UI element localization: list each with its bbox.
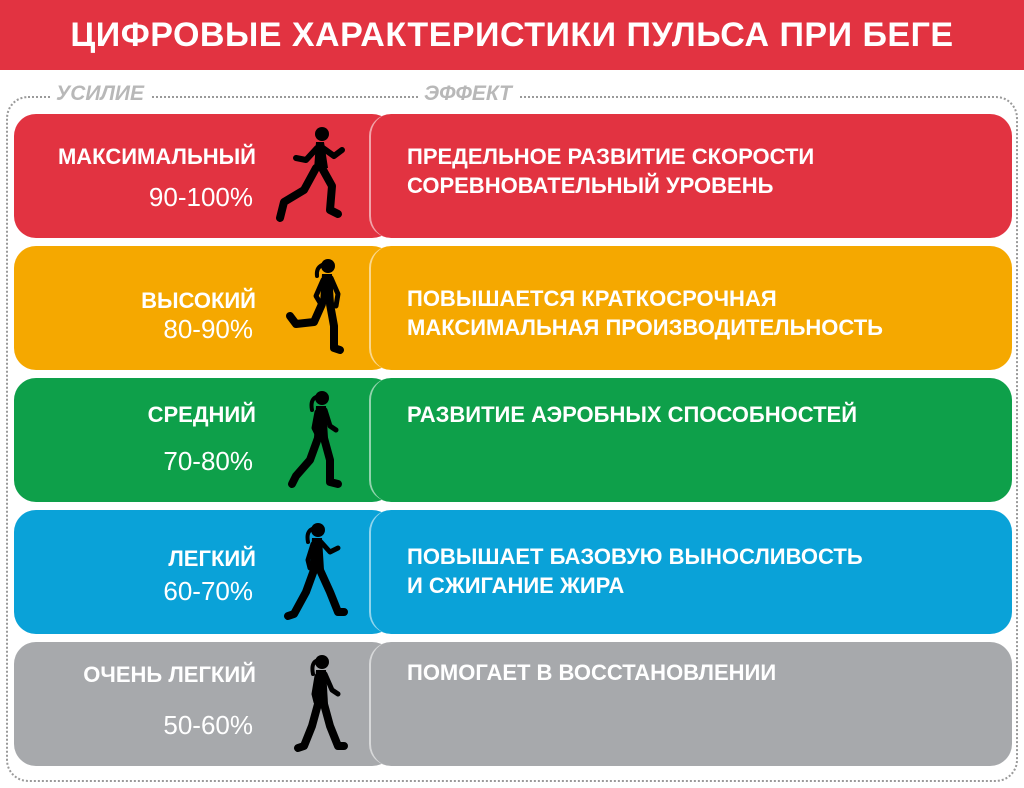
zone-range-label: 90-100% bbox=[148, 182, 253, 212]
zone-row-high bbox=[14, 246, 1012, 370]
zone-level-label: ОЧЕНЬ ЛЕГКИЙ bbox=[83, 662, 256, 687]
zone-range-label: 80-90% bbox=[163, 314, 253, 344]
zone-row-maximal bbox=[14, 114, 1012, 238]
zone-effect-line2: И СЖИГАНИЕ ЖИРА bbox=[407, 573, 625, 598]
zone-effect-line1: ПОМОГАЕТ В ВОССТАНОВЛЕНИИ bbox=[407, 660, 777, 685]
zone-level-label: СРЕДНИЙ bbox=[147, 402, 256, 427]
zone-effect-line2: МАКСИМАЛЬНАЯ ПРОИЗВОДИТЕЛЬНОСТЬ bbox=[407, 315, 883, 340]
running-woman-icon bbox=[284, 254, 354, 362]
column-header-effort: УСИЛИЕ bbox=[50, 82, 150, 106]
column-header-effect: ЭФФЕКТ bbox=[418, 82, 518, 106]
zone-level-label: МАКСИМАЛЬНЫЙ bbox=[57, 144, 256, 169]
title-bar bbox=[0, 0, 1024, 70]
brisk-walking-woman-icon bbox=[280, 518, 350, 626]
zone-level-label: ЛЕГКИЙ bbox=[168, 546, 256, 571]
zone-range-label: 70-80% bbox=[163, 446, 253, 476]
page-title: ЦИФРОВЫЕ ХАРАКТЕРИСТИКИ ПУЛЬСА ПРИ БЕГЕ bbox=[70, 15, 954, 54]
zone-range-label: 60-70% bbox=[163, 576, 253, 606]
zone-row-very-light bbox=[14, 642, 1012, 766]
zone-range-label: 50-60% bbox=[163, 710, 253, 740]
zone-row-light bbox=[14, 510, 1012, 634]
jogging-woman-icon bbox=[286, 386, 356, 494]
zone-effect-line1: ПОВЫШАЕТСЯ КРАТКОСРОЧНАЯ bbox=[407, 286, 777, 311]
zone-effect-line1: РАЗВИТИЕ АЭРОБНЫХ СПОСОБНОСТЕЙ bbox=[407, 402, 858, 427]
zone-effect-line2: СОРЕВНОВАТЕЛЬНЫЙ УРОВЕНЬ bbox=[407, 173, 774, 198]
zone-effect-cell bbox=[369, 378, 1012, 502]
sprinting-runner-icon bbox=[276, 122, 346, 230]
zone-row-medium bbox=[14, 378, 1012, 502]
zone-level-label: ВЫСОКИЙ bbox=[141, 288, 256, 313]
walking-woman-icon bbox=[284, 650, 354, 758]
zone-effect-line1: ПРЕДЕЛЬНОЕ РАЗВИТИЕ СКОРОСТИ bbox=[407, 144, 815, 169]
zone-effect-line1: ПОВЫШАЕТ БАЗОВУЮ ВЫНОСЛИВОСТЬ bbox=[407, 544, 863, 569]
